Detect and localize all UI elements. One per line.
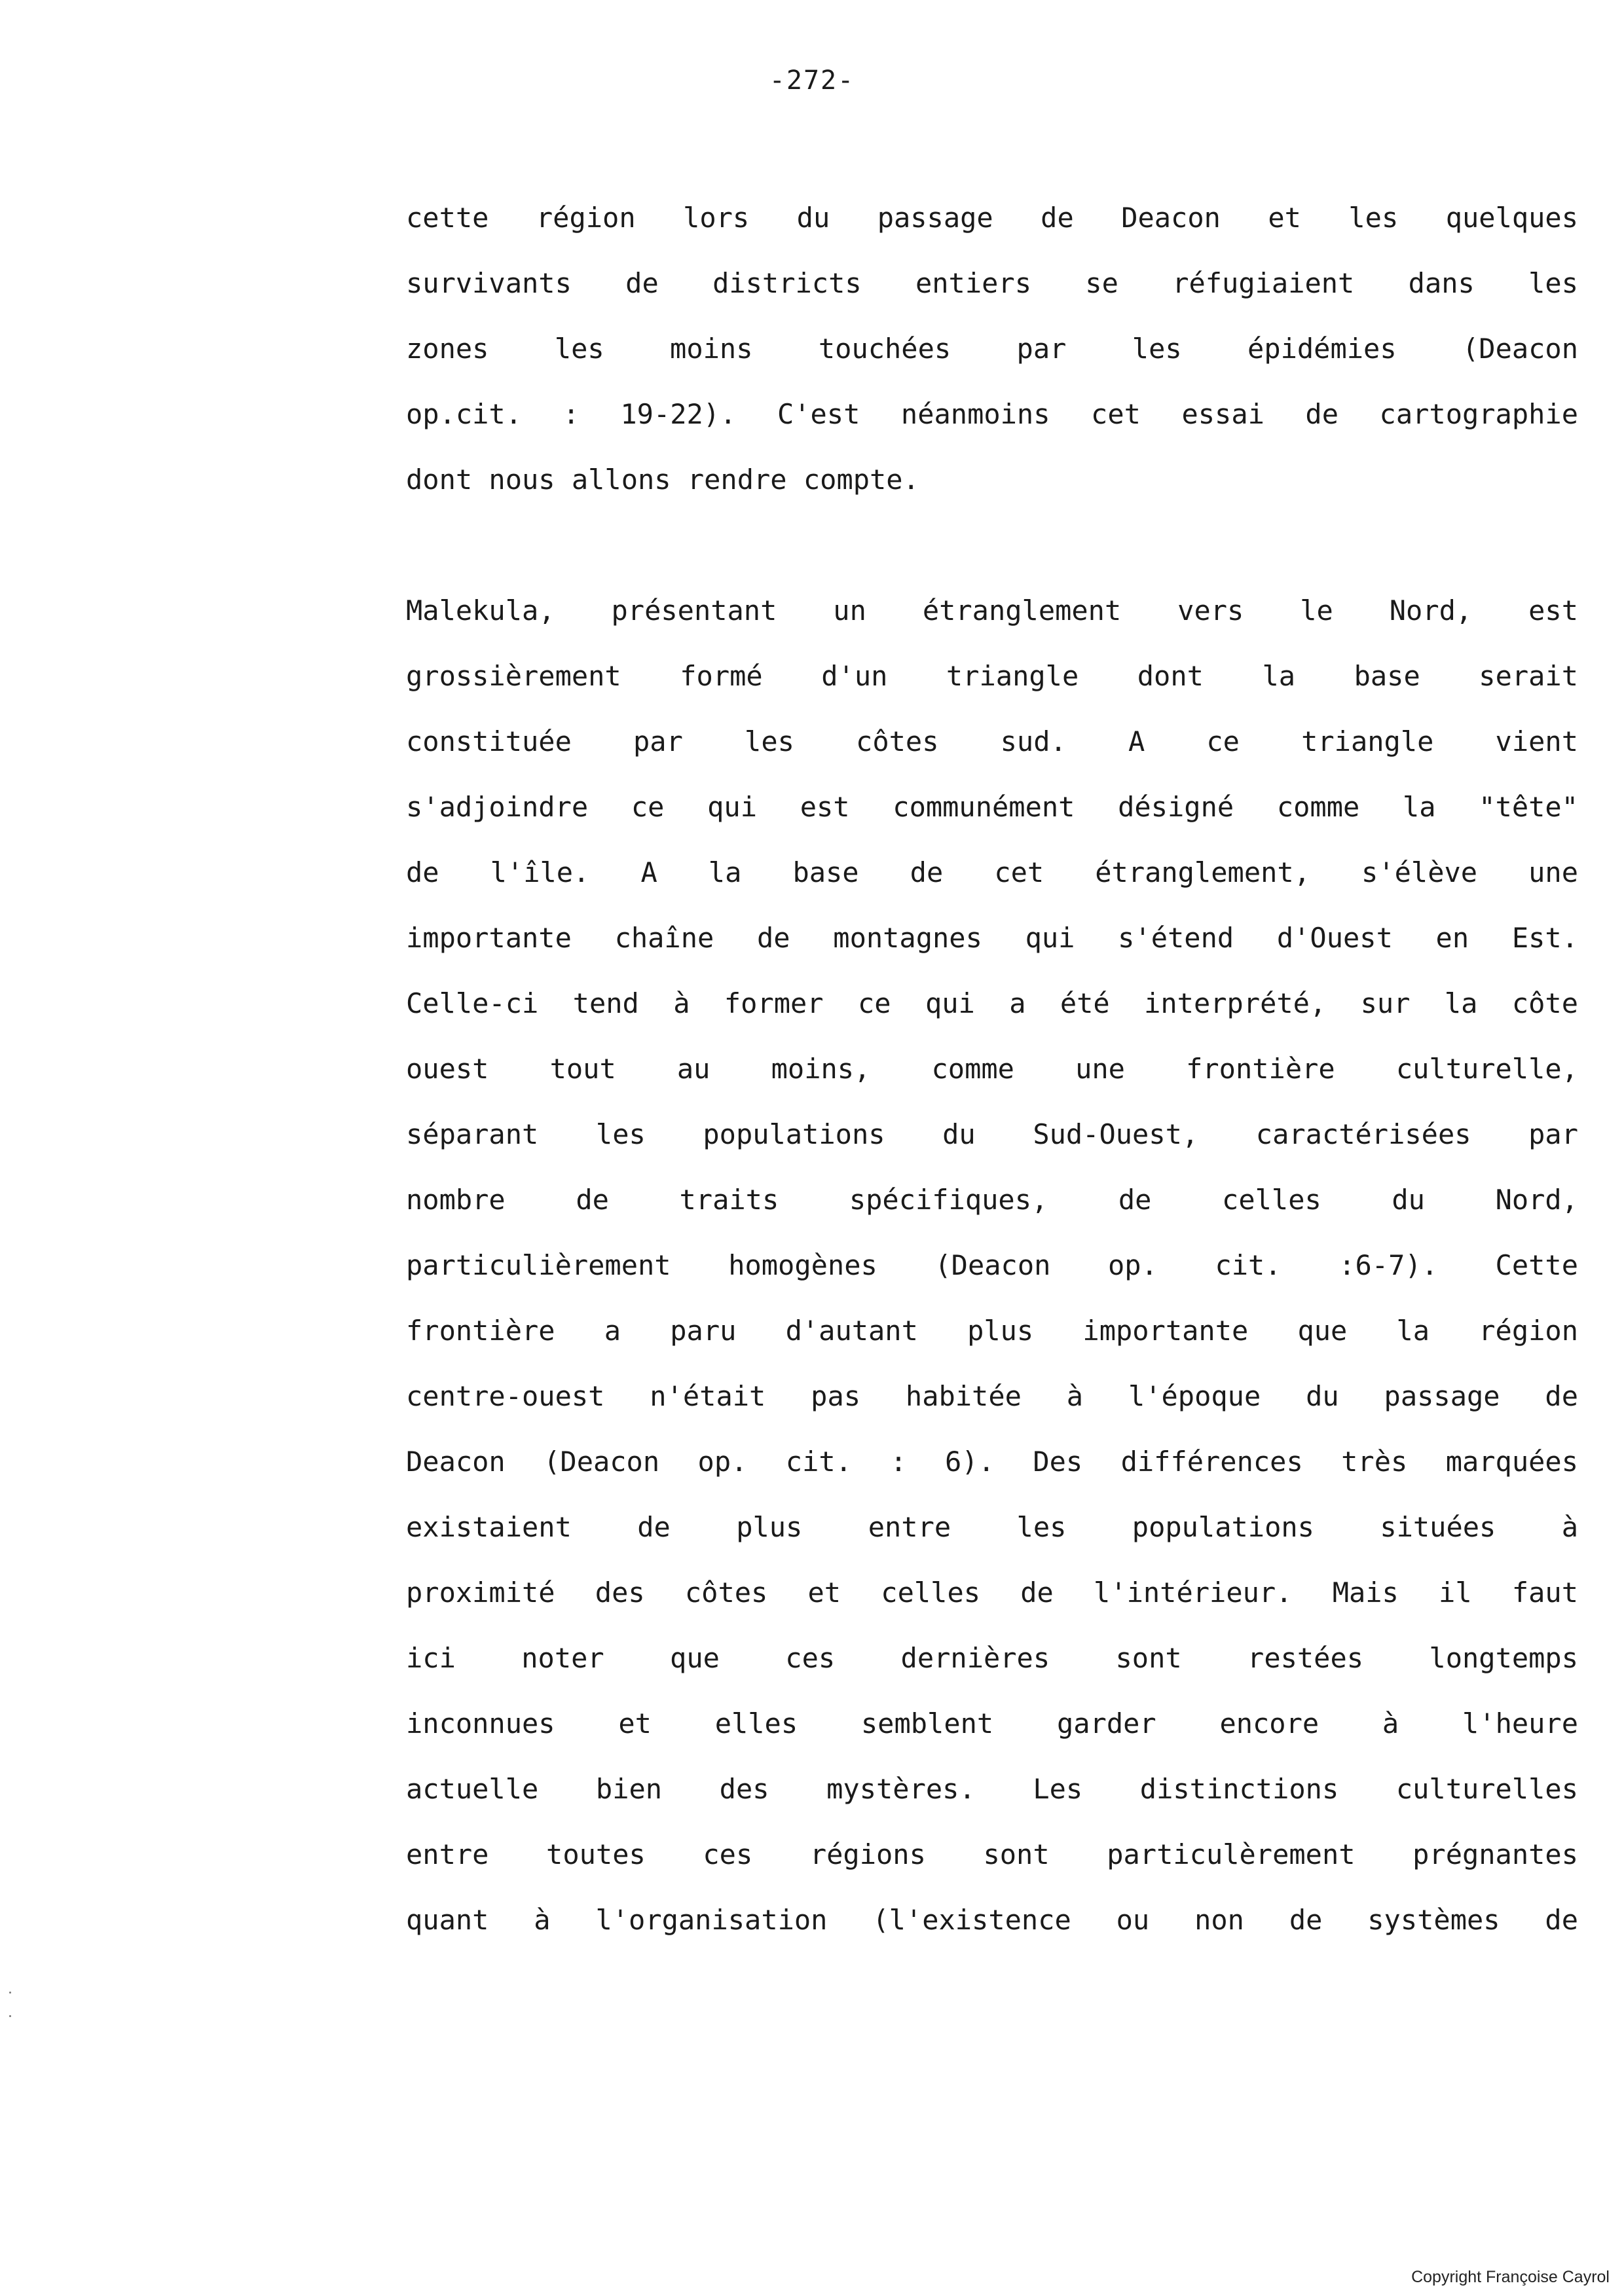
text-line: s'adjoindre ce qui est communément désigné comme la "tête" (406, 791, 1578, 823)
text-line: séparant les populations du Sud-Ouest, caractérisées par (406, 1118, 1578, 1150)
paragraph-2 (406, 578, 1578, 1953)
text-line: constituée par les côtes sud. A ce triangle vient (406, 725, 1578, 757)
text-line: Celle-ci tend à former ce qui a été interprété, sur la côte (406, 987, 1578, 1019)
scan-speck (9, 1992, 11, 1994)
text-line: particulièrement homogènes (Deacon op. cit. :6-7). Cette (406, 1249, 1578, 1281)
paragraph-1 (406, 185, 1578, 513)
text-line: entre toutes ces régions sont particulèrement prégnantes (406, 1838, 1578, 1870)
text-line: centre-ouest n'était pas habitée à l'époque du passage de (406, 1380, 1578, 1412)
text-line: proximité des côtes et celles de l'intérieur. Mais il faut (406, 1576, 1578, 1609)
text-line: frontière a paru d'autant plus importante que la région (406, 1315, 1578, 1347)
text-line: Deacon (Deacon op. cit. : 6). Des différences très marquées (406, 1446, 1578, 1478)
text-line: dont nous allons rendre compte. (406, 464, 919, 496)
copyright-notice: Copyright Françoise Cayrol (1411, 2268, 1610, 2286)
text-line: de l'île. A la base de cet étranglement, s'élève une (406, 856, 1578, 888)
text-line: survivants de districts entiers se réfugiaient dans les (406, 267, 1578, 299)
text-line: importante chaîne de montagnes qui s'étend d'Ouest en Est. (406, 922, 1578, 954)
text-line: grossièrement formé d'un triangle dont la base serait (406, 660, 1578, 692)
page-number: -272- (769, 65, 855, 96)
text-line: existaient de plus entre les populations situées à (406, 1511, 1578, 1543)
text-line: inconnues et elles semblent garder encore à l'heure (406, 1707, 1578, 1740)
text-line: Malekula, présentant un étranglement vers le Nord, est (406, 594, 1578, 627)
text-line: actuelle bien des mystères. Les distinctions culturelles (406, 1773, 1578, 1805)
scan-speck (9, 2015, 11, 2017)
text-line: op.cit. : 19-22). C'est néanmoins cet essai de cartographie (406, 398, 1578, 430)
text-line: quant à l'organisation (l'existence ou non de systèmes de (406, 1904, 1578, 1936)
text-line: nombre de traits spécifiques, de celles du Nord, (406, 1184, 1578, 1216)
text-line: ouest tout au moins, comme une frontière culturelle, (406, 1053, 1578, 1085)
text-line: ici noter que ces dernières sont restées longtemps (406, 1642, 1578, 1674)
text-line: cette région lors du passage de Deacon et les quelques (406, 202, 1578, 234)
text-line: zones les moins touchées par les épidémies (Deacon (406, 333, 1578, 365)
